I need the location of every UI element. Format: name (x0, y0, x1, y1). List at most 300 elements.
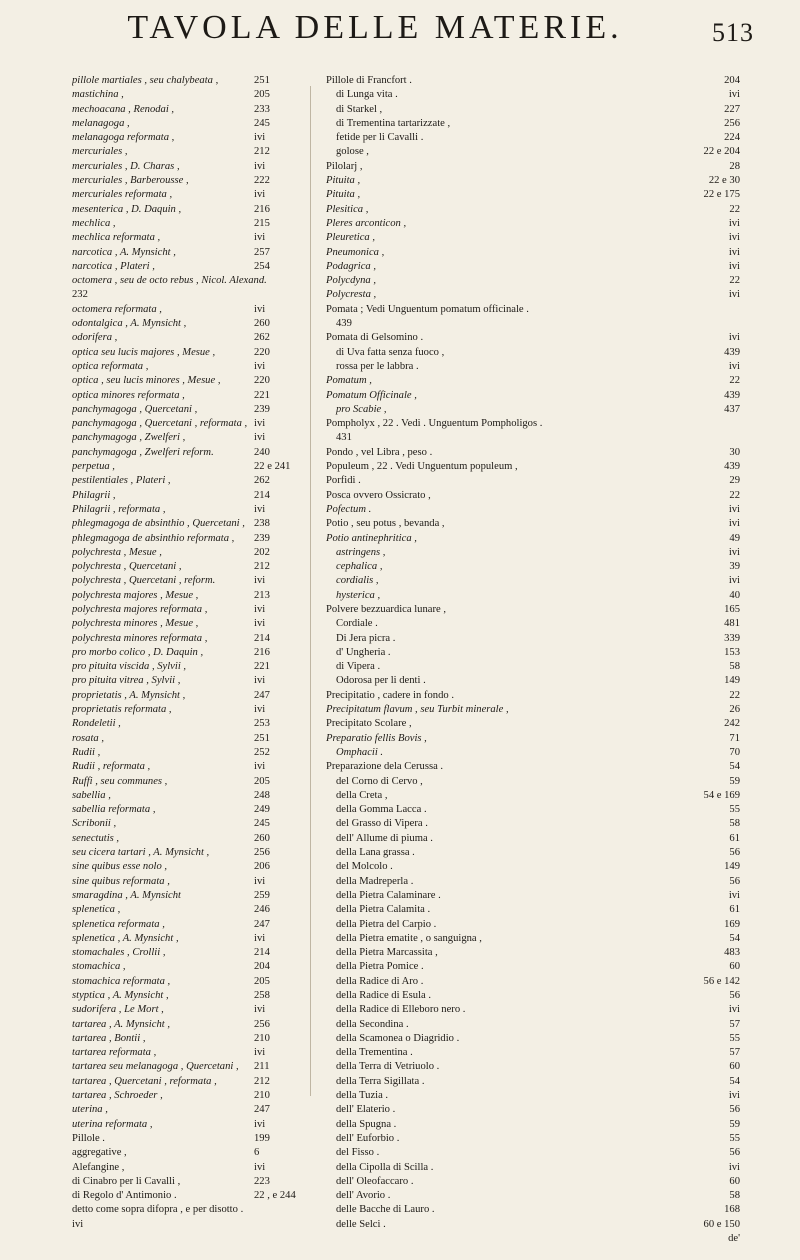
index-entry-right (326, 246, 740, 260)
entry-text: di Vipera . (336, 661, 381, 673)
entry-page-ref: 58 (729, 661, 740, 673)
entry-page-ref: 57 (729, 1047, 740, 1059)
entry-page-ref: ivi (728, 1004, 740, 1016)
entry-text: Rudii , reformata , (72, 761, 151, 773)
entry-page-ref: 212 (254, 561, 270, 573)
entry-page-ref: 6 (254, 1147, 260, 1159)
entry-page-ref: 56 (729, 875, 740, 887)
entry-page-ref: 59 (729, 1118, 740, 1130)
index-entry-right (326, 403, 740, 417)
entry-page-ref: 55 (729, 804, 740, 816)
entry-page-ref: 22 (729, 375, 740, 387)
entry-page-ref: 153 (724, 646, 740, 658)
entry-text: Preparatio fellis Bovis , (326, 732, 427, 744)
index-entry-left (72, 960, 298, 974)
entry-text: uterina reformata , (72, 1118, 153, 1130)
index-entry-right (326, 503, 740, 517)
entry-page-ref: 224 (724, 132, 740, 144)
entry-text: Rudii , (72, 746, 101, 758)
index-entry-right (326, 1032, 740, 1046)
entry-page-ref: ivi (254, 761, 266, 773)
entry-text: tartarea , Schroeder , (72, 1090, 163, 1102)
entry-text: mechoacana , Renodai , (72, 103, 175, 115)
index-entry-left (72, 717, 298, 731)
entry-text: Preparazione dela Cerussa . (326, 761, 444, 773)
entry-text: sabellia , (72, 789, 111, 801)
entry-text: Potio antinephritica , (326, 532, 417, 544)
entry-page-ref: 56 e 142 (703, 975, 740, 987)
entry-page-ref: 30 (729, 446, 740, 458)
entry-page-ref: ivi (254, 675, 266, 687)
entry-text: della Pietra del Carpio . (336, 918, 437, 930)
entry-text: polychresta majores , Mesue , (72, 589, 199, 601)
entry-text: hysterica , (336, 589, 381, 601)
index-entry-right (326, 1089, 740, 1103)
index-entry-left (72, 1161, 298, 1175)
entry-page-ref: 22 , e 244 (254, 1190, 296, 1202)
entry-page-ref: ivi (728, 503, 740, 515)
index-entry-right (326, 203, 740, 217)
entry-page-ref: 216 (254, 646, 270, 658)
index-entry-left (72, 1132, 298, 1146)
entry-text: Pofectum . (326, 503, 372, 515)
entry-page-ref: 258 (254, 990, 270, 1001)
entry-page-ref: 59 (729, 775, 740, 787)
entry-page-ref: 56 (729, 1147, 740, 1159)
entry-text: Precipitatum flavum , seu Turbit minerale , (326, 704, 509, 716)
entry-text: stomachales , Crollii , (72, 947, 166, 959)
entry-text: melanagoga , (72, 117, 130, 129)
index-entry-right (326, 889, 740, 903)
right-column (326, 74, 740, 1246)
entry-text: Pomata ; Vedi Unguentum pomatum officinale . (326, 303, 529, 315)
index-entry-right (326, 331, 740, 345)
entry-text: splenetica , (72, 904, 121, 916)
index-entry-left (72, 789, 298, 803)
entry-page-ref: 28 (729, 160, 740, 172)
entry-text: panchymagoga , Quercetani , reformata , (72, 418, 248, 430)
entry-text: delle Bacche di Lauro . (336, 1204, 435, 1216)
entry-page-ref: 60 (729, 1175, 740, 1187)
index-entry-left (72, 703, 298, 717)
entry-page-ref: 247 (254, 1104, 270, 1116)
entry-page-ref: ivi (254, 418, 266, 430)
entry-text: sudorifera , Le Mort , (72, 1004, 164, 1016)
entry-text: Posca ovvero Ossicrato , (326, 489, 431, 501)
entry-page-ref: 22 (729, 689, 740, 701)
entry-page-ref: 259 (254, 889, 270, 901)
index-entry-right (326, 1075, 740, 1089)
index-entry-right (326, 517, 740, 531)
index-entry-right (326, 717, 740, 731)
entry-text: Di Jera picra . (336, 632, 396, 644)
index-entry-right (326, 860, 740, 874)
entry-page-ref: ivi (728, 889, 740, 901)
index-entry-left (72, 288, 298, 302)
entry-text: phlegmagoga de absinthio reformata , (72, 532, 235, 544)
entry-text: della Pietra Pomice . (336, 961, 424, 973)
entry-text: uterina , (72, 1104, 108, 1116)
entry-text: Potio , seu potus , bevanda , (326, 518, 445, 530)
entry-page-ref: ivi (254, 432, 266, 444)
entry-page-ref: 240 (254, 446, 270, 458)
index-entry-left (72, 131, 298, 145)
entry-page-ref: 220 (254, 375, 270, 387)
index-entry-right (326, 846, 740, 860)
entry-page-ref: 58 (729, 1190, 740, 1202)
index-entry-left (72, 203, 298, 217)
entry-text: dell' Elaterio . (336, 1104, 396, 1116)
entry-text: stomachica reformata , (72, 975, 171, 987)
index-entry-left (72, 1060, 298, 1074)
entry-page-ref: 202 (254, 546, 270, 558)
entry-page-ref: 60 (729, 961, 740, 973)
index-entry-left (72, 660, 298, 674)
index-entry-left (72, 217, 298, 231)
entry-page-ref: 168 (724, 1204, 740, 1216)
entry-text: aggregative , (72, 1147, 127, 1159)
index-entry-right (326, 617, 740, 631)
entry-text: optica seu lucis majores , Mesue , (72, 346, 216, 358)
entry-text: Podagrica , (326, 260, 377, 272)
entry-page-ref: 214 (254, 632, 270, 644)
index-entry-left (72, 389, 298, 403)
entry-page-ref: 61 (729, 904, 740, 916)
entry-page-ref: ivi (254, 875, 266, 887)
entry-text: della Scamonea o Diagridio . (336, 1032, 460, 1044)
index-entry-right (326, 674, 740, 688)
index-entry-right (326, 131, 740, 145)
entry-text: narcotica , A. Mynsicht , (72, 246, 176, 258)
entry-page-ref: 204 (254, 961, 270, 973)
index-entry-left (72, 646, 298, 660)
entry-page-ref: 222 (254, 175, 270, 187)
entry-page-ref: ivi (254, 503, 266, 515)
entry-text: Pilolarj , (326, 160, 363, 172)
entry-page-ref: 56 (729, 847, 740, 859)
index-entry-right (326, 1203, 740, 1217)
entry-text: sine quibus reformata , (72, 875, 170, 887)
index-entry-left (72, 589, 298, 603)
entry-text: Philagrii , reformata , (72, 503, 166, 515)
entry-page-ref: ivi (254, 232, 266, 244)
index-entry-right (326, 117, 740, 131)
index-entry-left (72, 303, 298, 317)
index-entry-right (326, 532, 740, 546)
entry-text: rossa per le labbra . (336, 360, 419, 372)
entry-text: styptica , A. Mynsicht , (72, 990, 169, 1001)
entry-page-ref: ivi (728, 232, 740, 244)
entry-text: di Cinabro per li Cavalli , (72, 1175, 181, 1187)
entry-text: 439 (336, 318, 352, 330)
index-entry-left (72, 331, 298, 345)
entry-text: mercuriales reformata , (72, 189, 173, 201)
entry-page-ref: 54 (729, 932, 740, 944)
entry-page-ref: ivi (254, 575, 266, 587)
index-entry-right (326, 960, 740, 974)
entry-text: odorifera , (72, 332, 118, 344)
entry-text: Pomatum , (326, 375, 372, 387)
index-entry-left (72, 360, 298, 374)
entry-page-ref: 439 (724, 389, 740, 401)
entry-text: cephalica , (336, 561, 383, 573)
entry-text: della Trementina . (336, 1047, 413, 1059)
index-entry-right (326, 460, 740, 474)
index-entry-left (72, 989, 298, 1003)
entry-page-ref: 437 (724, 403, 740, 415)
entry-text: phlegmagoga de absinthio , Quercetani , (72, 518, 245, 530)
entry-text: della Lana grassa . (336, 847, 415, 859)
entry-page-ref: 169 (724, 918, 740, 930)
entry-page-ref: 60 e 150 (703, 1218, 740, 1230)
entry-page-ref: 223 (254, 1175, 270, 1187)
entry-page-ref: 29 (729, 475, 740, 487)
entry-page-ref: ivi (728, 217, 740, 229)
index-entry-left (72, 374, 298, 388)
index-entry-right (326, 1146, 740, 1160)
entry-text: del Fisso . (336, 1147, 380, 1159)
index-entry-right (326, 560, 740, 574)
entry-text: mechlica reformata , (72, 232, 161, 244)
index-entry-right (326, 260, 740, 274)
entry-text: tartarea , A. Mynsicht , (72, 1018, 170, 1030)
entry-page-ref: ivi (728, 1090, 740, 1102)
index-entry-right (326, 346, 740, 360)
entry-text: Precipitatio , cadere in fondo . (326, 689, 454, 701)
entry-text: dell' Oleofaccaro . (336, 1175, 414, 1187)
entry-page-ref: 215 (254, 217, 270, 229)
entry-text: polychresta , Quercetani , reform. (72, 575, 216, 587)
entry-page-ref: ivi (254, 1118, 266, 1130)
entry-text: pro pituita viscida , Sylvii , (72, 661, 187, 673)
entry-text: polychresta , Mesue , (72, 546, 162, 558)
index-entry-right (326, 417, 740, 431)
index-entry-right (326, 589, 740, 603)
index-entry-right (326, 474, 740, 488)
index-entry-left (72, 460, 298, 474)
entry-page-ref: ivi (728, 89, 740, 101)
entry-page-ref: 439 (724, 461, 740, 473)
entry-page-ref: 22 (729, 203, 740, 215)
index-entry-right (326, 875, 740, 889)
index-entry-right (326, 903, 740, 917)
entry-page-ref: 253 (254, 718, 270, 730)
entry-text: del Molcolo . (336, 861, 393, 873)
entry-text: della Pietra Marcassita , (336, 947, 438, 959)
index-entry-right (326, 1103, 740, 1117)
entry-text: octomera , seu de octo rebus , Nicol. Alexand. (72, 275, 267, 287)
entry-text: Philagrii , (72, 489, 116, 501)
entry-text: polychresta minores reformata , (72, 632, 208, 644)
index-entry-left (72, 274, 298, 288)
entry-page-ref: 251 (254, 732, 270, 744)
index-entry-right (326, 660, 740, 674)
index-entry-right (326, 88, 740, 102)
entry-page-ref: 71 (729, 732, 740, 744)
entry-text: Pondo , vel Libra , peso . (326, 446, 433, 458)
entry-page-ref: 233 (254, 103, 270, 115)
index-entry-right (326, 689, 740, 703)
index-entry-right (326, 803, 740, 817)
index-entry-left (72, 403, 298, 417)
index-entry-right (326, 1003, 740, 1017)
entry-text: mastichina , (72, 89, 124, 101)
entry-text: pro Scabie , (336, 403, 387, 415)
entry-text: Cordiale . (336, 618, 378, 630)
entry-page-ref: 205 (254, 89, 270, 101)
entry-page-ref: ivi (254, 932, 266, 944)
entry-text: Pompholyx , 22 . Vedi . Unguentum Pompholigos . (326, 418, 543, 430)
index-entry-left (72, 489, 298, 503)
index-entry-right (326, 317, 740, 331)
index-entry-left (72, 889, 298, 903)
entry-page-ref: 254 (254, 260, 270, 272)
index-entry-left (72, 1189, 298, 1203)
entry-page-ref: 54 e 169 (703, 789, 740, 801)
entry-page-ref: ivi (254, 160, 266, 172)
running-header: TAVOLA DELLE MATERIE. (127, 9, 623, 46)
index-entry-right (326, 918, 740, 932)
entry-text: rosata , (72, 732, 104, 744)
index-entry-left (72, 246, 298, 260)
entry-page-ref: 49 (729, 532, 740, 544)
entry-text: di Starkel , (336, 103, 383, 115)
index-entry-left (72, 317, 298, 331)
index-entry-left (72, 760, 298, 774)
index-entry-right (326, 431, 740, 445)
index-entry-left (72, 674, 298, 688)
entry-text: narcotica , Plateri , (72, 260, 155, 272)
entry-text: Pleres arconticon , (326, 217, 407, 229)
entry-text: polychresta majores reformata , (72, 603, 208, 615)
index-entry-left (72, 617, 298, 631)
entry-page-ref: 221 (254, 389, 270, 401)
entry-page-ref: 165 (724, 603, 740, 615)
entry-text: dell' Euforbio . (336, 1132, 400, 1144)
index-entry-left (72, 875, 298, 889)
entry-text: della Terra di Vetriuolo . (336, 1061, 440, 1073)
entry-text: 431 (336, 432, 352, 444)
entry-text: optica , seu lucis minores , Mesue , (72, 375, 221, 387)
entry-page-ref: 260 (254, 318, 270, 330)
entry-page-ref: 220 (254, 346, 270, 358)
entry-text: della Spugna . (336, 1118, 397, 1130)
entry-page-ref: 238 (254, 518, 270, 530)
entry-text: perpetua , (72, 461, 115, 473)
index-entry-left (72, 817, 298, 831)
index-entry-left (72, 1175, 298, 1189)
entry-page-ref: 55 (729, 1032, 740, 1044)
index-entry-left (72, 689, 298, 703)
entry-page-ref: 339 (724, 632, 740, 644)
index-entry-left (72, 1118, 298, 1132)
index-entry-left (72, 1018, 298, 1032)
entry-text: tartarea seu melanagoga , Quercetani , (72, 1061, 239, 1073)
index-entry-right (326, 1132, 740, 1146)
entry-page-ref: de' (728, 1233, 740, 1245)
entry-text: detto come sopra difopra , e per disotto . (72, 1204, 244, 1216)
index-entry-left (72, 446, 298, 460)
index-entry-left (72, 632, 298, 646)
entry-text: cordialis , (336, 575, 379, 587)
entry-page-ref: 483 (724, 947, 740, 959)
entry-text: panchymagoga , Zwelferi , (72, 432, 186, 444)
index-entry-left (72, 1075, 298, 1089)
entry-page-ref: 149 (724, 675, 740, 687)
entry-text: della Madreperla . (336, 875, 414, 887)
entry-page-ref: 40 (729, 589, 740, 601)
index-entry-right (326, 732, 740, 746)
entry-text: d' Ungheria . (336, 646, 391, 658)
entry-text: seu cicera tartari , A. Mynsicht , (72, 847, 210, 859)
entry-page-ref: 205 (254, 775, 270, 787)
index-entry-right (326, 1018, 740, 1032)
entry-text: optica reformata , (72, 360, 149, 372)
index-entry-left (72, 1203, 298, 1217)
entry-page-ref: 55 (729, 1132, 740, 1144)
entry-text: Pituita , (326, 189, 361, 201)
entry-page-ref: 216 (254, 203, 270, 215)
entry-text: dell' Allume di piuma . (336, 832, 433, 844)
index-entry-left (72, 918, 298, 932)
entry-text: di Lunga vita . (336, 89, 398, 101)
entry-page-ref: 247 (254, 689, 270, 701)
entry-text: Pillole di Francfort . (326, 75, 412, 86)
entry-text: splenetica , A. Mynsicht , (72, 932, 179, 944)
entry-text: mesenterica , D. Daquin , (72, 203, 182, 215)
index-entry-left (72, 74, 298, 88)
entry-page-ref: ivi (728, 575, 740, 587)
index-entry-right (326, 546, 740, 560)
index-entry-right (326, 1046, 740, 1060)
entry-page-ref: 211 (254, 1061, 270, 1073)
index-entry-right (326, 103, 740, 117)
entry-page-ref: 214 (254, 489, 270, 501)
index-entry-left (72, 517, 298, 531)
entry-text: golose , (336, 146, 369, 158)
index-entry-right (326, 446, 740, 460)
index-entry-left (72, 832, 298, 846)
entry-page-ref: 212 (254, 146, 270, 158)
index-entry-right (326, 1189, 740, 1203)
index-entry-left (72, 231, 298, 245)
entry-page-ref: 54 (729, 761, 740, 773)
entry-page-ref: ivi (254, 618, 266, 630)
index-entry-right (326, 360, 740, 374)
index-entry-left (72, 431, 298, 445)
index-entry-left (72, 88, 298, 102)
entry-text: fetide per li Cavalli . (336, 132, 424, 144)
index-entry-left (72, 474, 298, 488)
entry-text: di Trementina tartarizzate , (336, 117, 451, 129)
entry-page-ref: 26 (729, 704, 740, 716)
index-entry-right (326, 946, 740, 960)
index-entry-right (326, 632, 740, 646)
index-entry-left (72, 1218, 298, 1232)
entry-page-ref: 204 (724, 75, 740, 86)
entry-text: Rondeletii , (72, 718, 121, 730)
index-entry-right (326, 1232, 740, 1246)
entry-page-ref: 199 (254, 1132, 270, 1144)
entry-text: della Secondina . (336, 1018, 409, 1030)
index-entry-left (72, 903, 298, 917)
entry-page-ref: 22 e 204 (703, 146, 740, 158)
entry-text: Pneumonica , (326, 246, 385, 258)
index-entry-right (326, 303, 740, 317)
entry-text: proprietatis , A. Mynsicht , (72, 689, 186, 701)
index-entry-right (326, 1118, 740, 1132)
index-entry-right (326, 760, 740, 774)
